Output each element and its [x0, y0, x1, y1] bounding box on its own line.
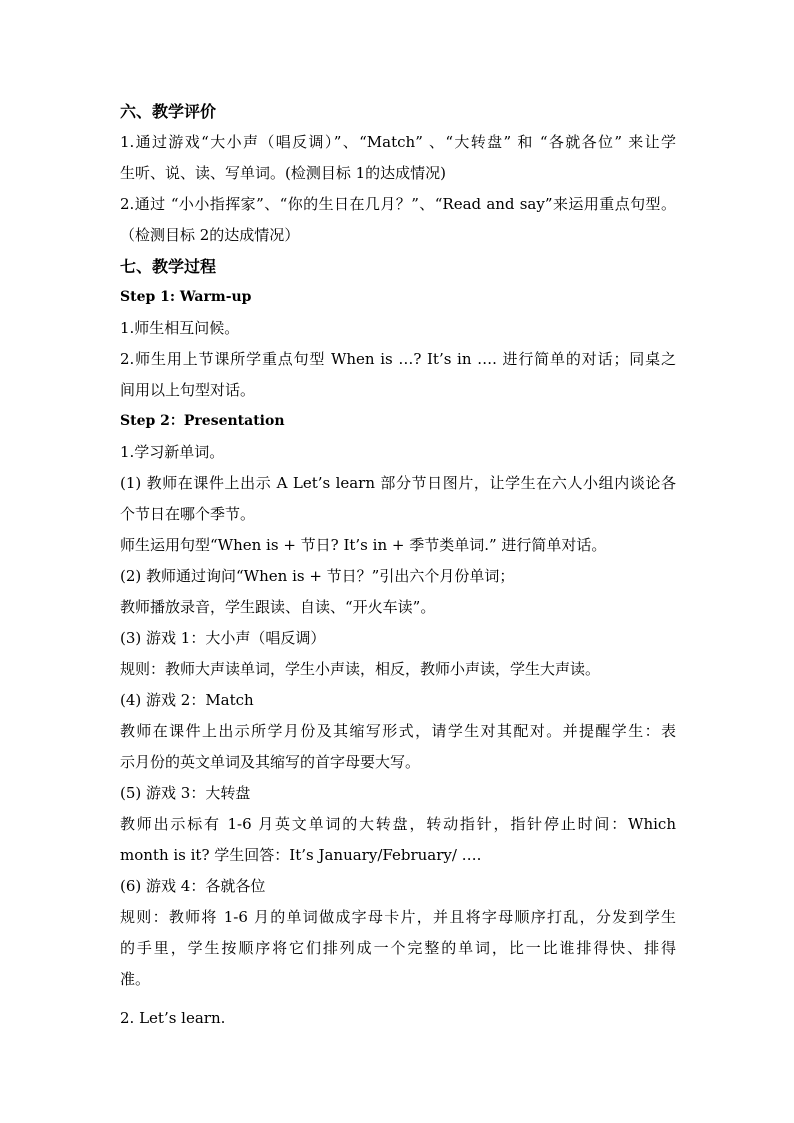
text-line: 教师在课件上出示所学月份及其缩写形式，请学生对其配对。并提醒学生：表: [120, 722, 676, 740]
text-line: （检测目标 2的达成情况）: [120, 226, 300, 244]
text-line: (1) 教师在课件上出示 A Let’s learn 部分节日图片，让学生在六人小组内谈论各: [120, 474, 676, 492]
text-line: 1.师生相互问候。: [120, 319, 240, 337]
text-line: 教师出示标有 1-6 月英文单词的大转盘，转动指针，指针停止时间：Which: [120, 815, 676, 833]
text-line: 1.学习新单词。: [120, 443, 225, 461]
text-line: 个节日在哪个季节。: [120, 505, 256, 523]
document-page: [120, 96, 676, 1034]
text-line: (4) 游戏 2：Match: [120, 691, 254, 709]
text-line: 间用以上句型对话。: [120, 381, 256, 399]
text-line: 师生运用句型“When is + 节日? It’s in + 季节类单词.” 进行简单对话。: [120, 536, 607, 554]
text-line: 2. Let’s learn.: [120, 1009, 226, 1027]
text-line: 示月份的英文单词及其缩写的首字母要大写。: [120, 753, 421, 771]
text-line: 规则：教师将 1-6 月的单词做成字母卡片，并且将字母顺序打乱，分发到学生: [120, 908, 676, 926]
text-line: (5) 游戏 3：大转盘: [120, 784, 251, 802]
text-line: (6) 游戏 4：各就各位: [120, 877, 266, 895]
text-line: 生听、说、读、写单词。(检测目标 1的达成情况): [120, 164, 447, 182]
text-line: 1.通过游戏“大小声（唱反调）”、“Match” 、“大转盘” 和 “各就各位” 来让学: [120, 133, 676, 151]
text-line: month is it? 学生回答：It’s January/February/ ….: [120, 846, 482, 864]
text-line: 2.师生用上节课所学重点句型 When is …? It’s in …. 进行简单的对话；同桌之: [120, 350, 676, 368]
text-line: 规则：教师大声读单词，学生小声读，相反，教师小声读，学生大声读。: [120, 660, 601, 678]
spacer: [120, 995, 676, 1003]
section-heading-evaluation: 六、教学评价: [120, 102, 217, 121]
text-line: (3) 游戏 1：大小声（唱反调）: [120, 629, 326, 647]
text-line: 2.通过 “小小指挥家”、“你的生日在几月？”、“Read and say”来运用重点句型。: [120, 195, 676, 213]
text-line: 教师播放录音，学生跟读、自读、“开火车读”。: [120, 598, 436, 616]
text-line: 的手里，学生按顺序将它们排列成一个完整的单词，比一比谁排得快、排得: [120, 939, 676, 957]
text-line: (2) 教师通过询问“When is + 节日？”引出六个月份单词；: [120, 567, 515, 585]
text-line: 准。: [120, 970, 151, 988]
step-title-warm-up: Step 1: Warm-up: [120, 289, 252, 305]
step-title-presentation: Step 2：Presentation: [120, 413, 285, 429]
section-heading-process: 七、教学过程: [120, 257, 217, 276]
